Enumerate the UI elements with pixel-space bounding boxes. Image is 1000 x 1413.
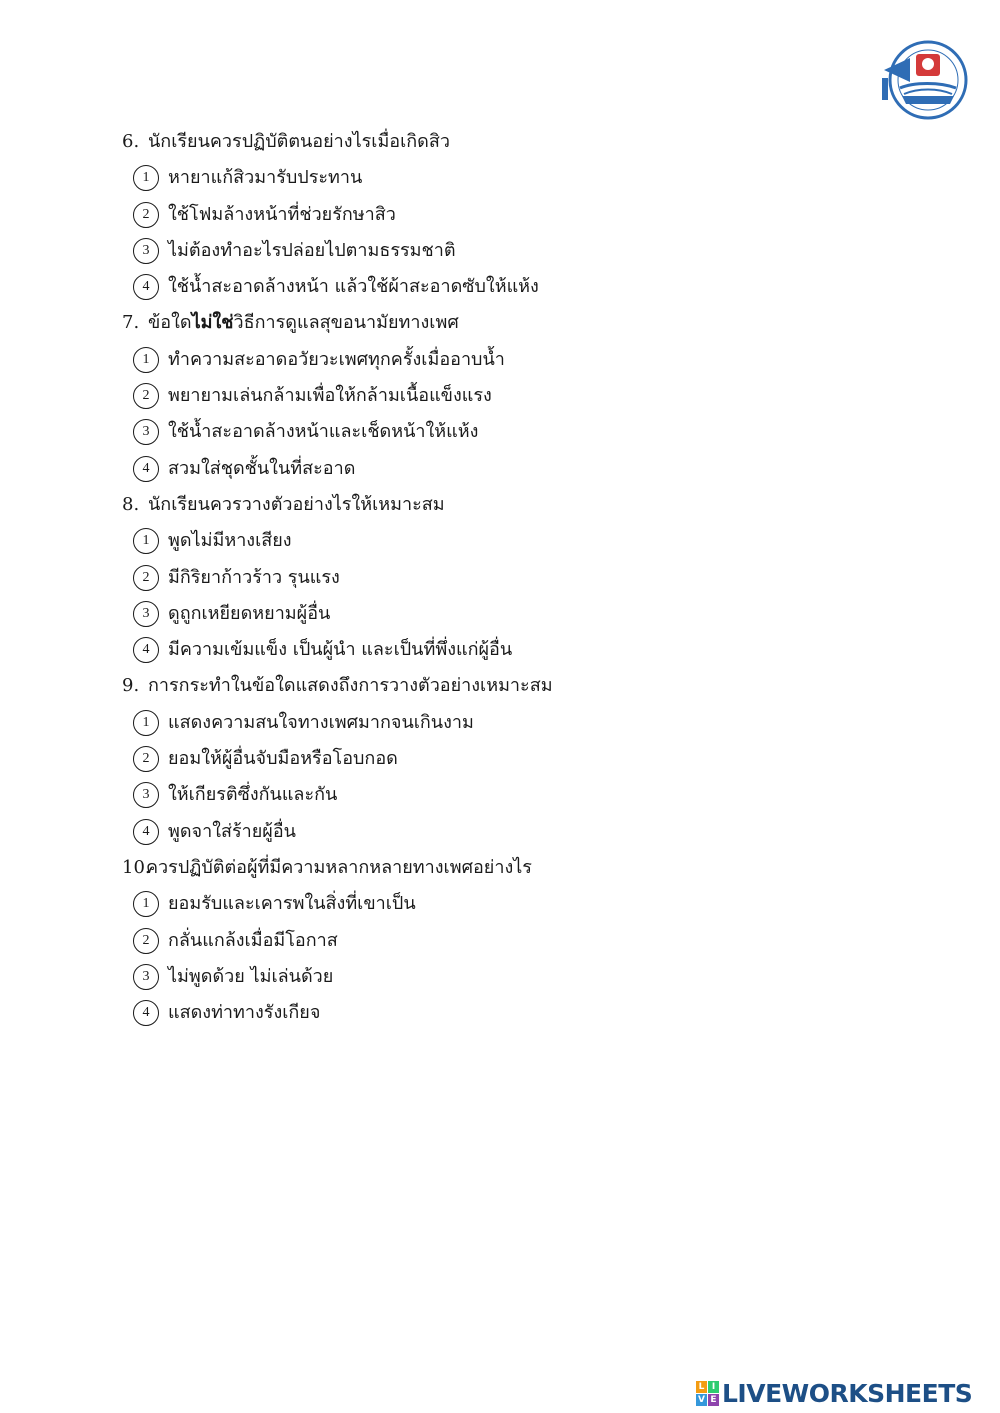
option-number-circle: 1 [133, 891, 159, 917]
answer-option[interactable] [122, 886, 922, 922]
answer-option[interactable] [122, 814, 922, 850]
option-number-circle: 3 [133, 964, 159, 990]
logo-letter-i: I [708, 1381, 719, 1393]
question-6 [122, 124, 922, 305]
option-text: ใช้น้ำสะอาดล้างหน้าและเช็ดหน้าให้แห้ง [168, 421, 479, 443]
question-emphasis: ไม่ใช่ [191, 312, 234, 334]
answer-option[interactable] [122, 705, 922, 741]
option-number-circle: 4 [133, 274, 159, 300]
logo-letter-v: V [696, 1394, 707, 1406]
question-text [122, 850, 922, 886]
answer-option[interactable] [122, 233, 922, 269]
option-number-circle: 1 [133, 710, 159, 736]
option-text: ยอมรับและเคารพในสิ่งที่เขาเป็น [168, 893, 416, 915]
option-number-circle: 3 [133, 601, 159, 627]
option-text: กลั่นแกล้งเมื่อมีโอกาส [168, 929, 338, 951]
option-number-circle: 4 [133, 456, 159, 482]
option-number-circle: 2 [133, 383, 159, 409]
answer-option[interactable] [122, 269, 922, 305]
question-number: 8. [122, 493, 140, 515]
option-number-circle: 3 [133, 238, 159, 264]
option-number-circle: 3 [133, 782, 159, 808]
option-text: หายาแก้สิวมารับประทาน [168, 167, 363, 189]
answer-option[interactable] [122, 342, 922, 378]
answer-option[interactable] [122, 959, 922, 995]
answer-option[interactable] [122, 378, 922, 414]
question-10 [122, 850, 922, 1031]
option-text: ดูถูกเหยียดหยามผู้อื่น [168, 602, 331, 624]
option-number-circle: 2 [133, 565, 159, 591]
answer-option[interactable] [122, 923, 922, 959]
logo-letter-e: E [708, 1394, 719, 1406]
liveworksheets-footer[interactable] [696, 1376, 996, 1410]
question-number: 10. [122, 856, 151, 878]
question-8 [122, 487, 922, 668]
answer-option[interactable] [122, 560, 922, 596]
logo-letter-l: L [696, 1381, 707, 1393]
option-text: ยอมให้ผู้อื่นจับมือหรือโอบกอด [168, 748, 398, 770]
option-text: ให้เกียรติซึ่งกันและกัน [168, 784, 338, 806]
option-number-circle: 2 [133, 746, 159, 772]
answer-option[interactable] [122, 596, 922, 632]
question-text [122, 668, 922, 704]
question-9 [122, 668, 922, 849]
question-prompt-end: วิธีการดูแลสุขอนามัยทางเพศ [233, 312, 459, 334]
liveworksheets-logo-icon [696, 1381, 718, 1405]
answer-option[interactable] [122, 741, 922, 777]
option-number-circle: 2 [133, 202, 159, 228]
question-text [122, 124, 922, 160]
option-number-circle: 1 [133, 528, 159, 554]
answer-option[interactable] [122, 632, 922, 668]
option-text: พูดจาใส่ร้ายผู้อื่น [168, 820, 296, 842]
answer-option[interactable] [122, 995, 922, 1031]
option-number-circle: 1 [133, 347, 159, 373]
question-7 [122, 305, 922, 486]
option-text: แสดงความสนใจทางเพศมากจนเกินงาม [168, 711, 474, 733]
option-text: มีกิริยาก้าวร้าว รุนแรง [168, 566, 340, 588]
question-text [122, 305, 922, 341]
question-prompt: ควรปฏิบัติต่อผู้ที่มีความหลากหลายทางเพศอย่างไร [146, 856, 532, 878]
question-number: 6. [122, 131, 140, 152]
option-text: สวมใส่ชุดชั้นในที่สะอาด [168, 457, 356, 479]
question-number: 7. [122, 312, 140, 334]
question-prompt: ข้อใด [148, 312, 192, 334]
option-text: ใช้โฟมล้างหน้าที่ช่วยรักษาสิว [168, 203, 396, 225]
answer-option[interactable] [122, 777, 922, 813]
answer-option[interactable] [122, 451, 922, 487]
option-text: ใช้น้ำสะอาดล้างหน้า แล้วใช้ผ้าสะอาดซับให้แห้ง [168, 276, 539, 298]
answer-option[interactable] [122, 160, 922, 196]
option-text: พยายามเล่นกล้ามเพื่อให้กล้ามเนื้อแข็งแรง [168, 385, 492, 407]
question-text [122, 487, 922, 523]
option-number-circle: 2 [133, 928, 159, 954]
question-prompt: นักเรียนควรวางตัวอย่างไรให้เหมาะสม [148, 493, 445, 515]
answer-option[interactable] [122, 414, 922, 450]
question-list [122, 124, 922, 1031]
option-text: พูดไม่มีหางเสียง [168, 530, 292, 552]
option-text: มีความเข้มแข็ง เป็นผู้นำ และเป็นที่พึ่งแก่ผู้อื่น [168, 639, 513, 661]
option-number-circle: 4 [133, 1000, 159, 1026]
option-text: ไม่พูดด้วย ไม่เล่นด้วย [168, 965, 334, 987]
option-number-circle: 4 [133, 819, 159, 845]
option-text: ไม่ต้องทำอะไรปล่อยไปตามธรรมชาติ [168, 239, 456, 261]
answer-option[interactable] [122, 197, 922, 233]
school-logo [880, 38, 972, 122]
question-number: 9. [122, 675, 140, 697]
brand-name: LIVEWORKSHEETS [722, 1378, 973, 1408]
question-prompt: นักเรียนควรปฏิบัติตนอย่างไรเมื่อเกิดสิว [148, 131, 450, 152]
answer-option[interactable] [122, 523, 922, 559]
option-text: แสดงท่าทางรังเกียจ [168, 1002, 321, 1024]
option-number-circle: 1 [133, 165, 159, 191]
option-number-circle: 3 [133, 419, 159, 445]
option-text: ทำความสะอาดอวัยวะเพศทุกครั้งเมื่ออาบน้ำ [168, 348, 505, 370]
option-number-circle: 4 [133, 637, 159, 663]
question-prompt: การกระทำในข้อใดแสดงถึงการวางตัวอย่างเหมาะสม [148, 675, 553, 697]
